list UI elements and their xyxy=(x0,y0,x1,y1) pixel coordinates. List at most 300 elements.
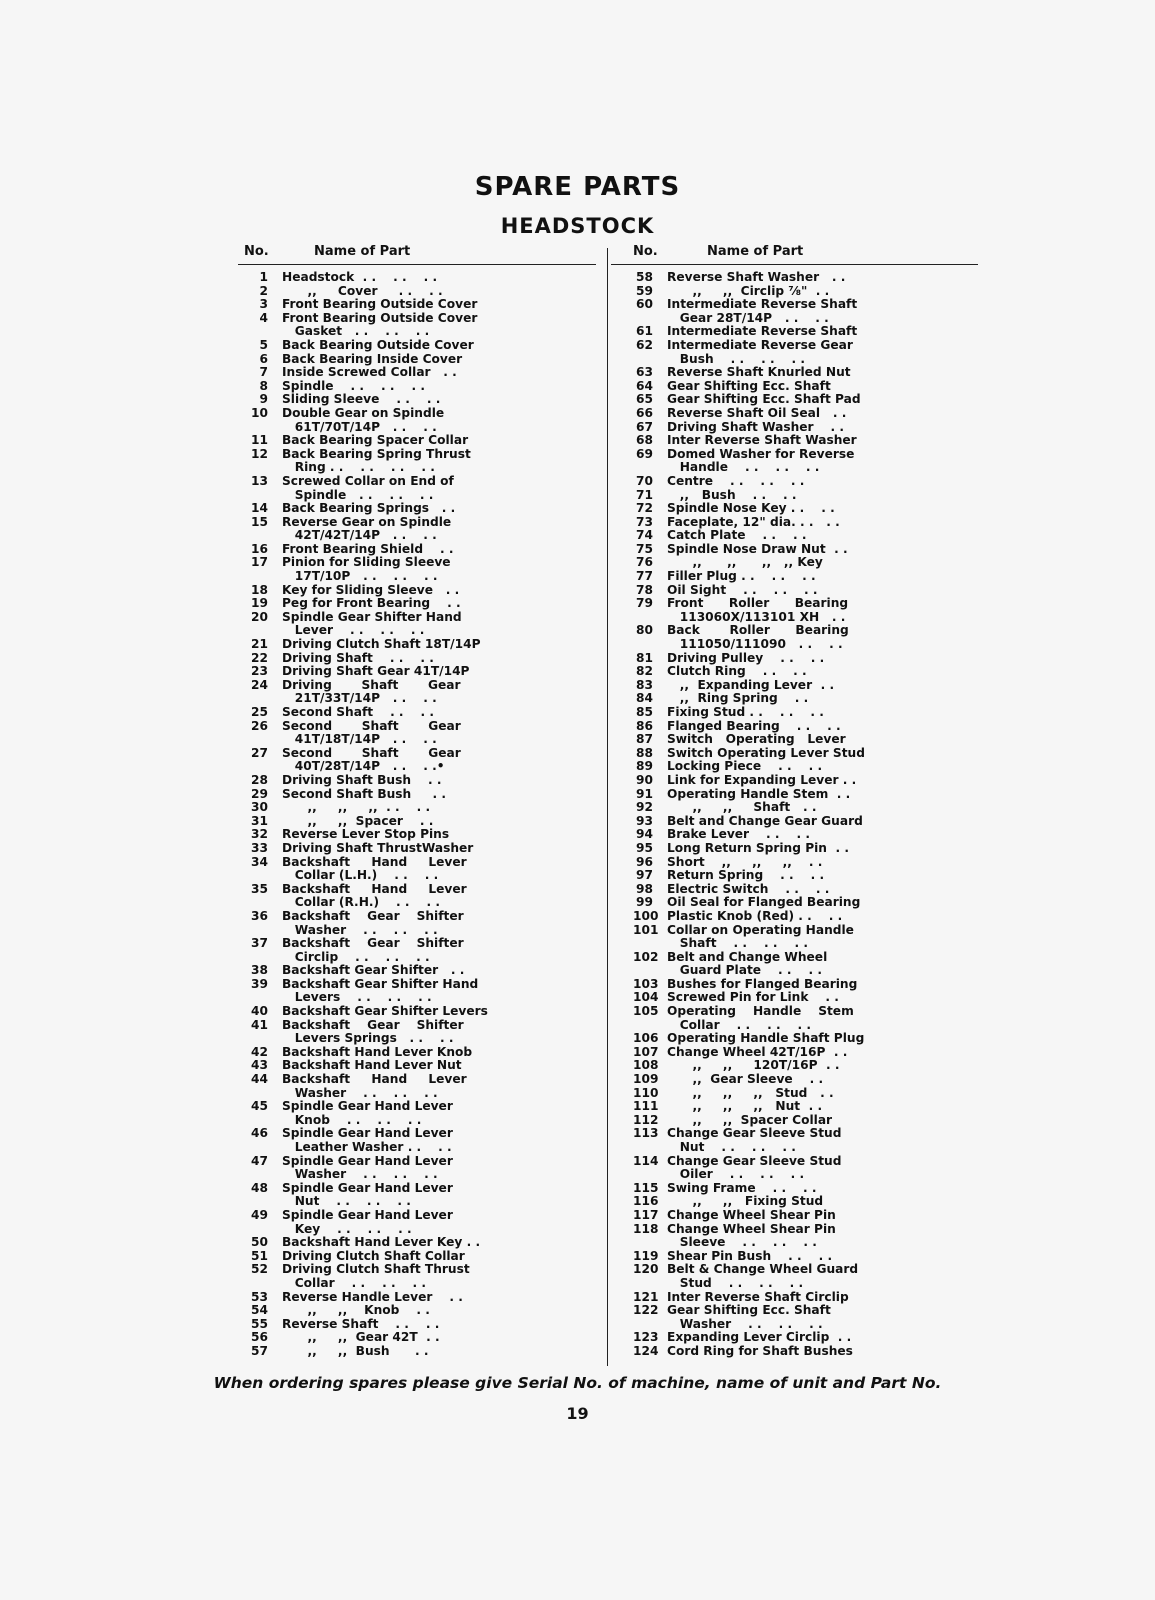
part-name: Catch Plate . . . . xyxy=(667,529,807,543)
part-name: Flanged Bearing . . . . xyxy=(667,719,841,733)
part-number: 99 xyxy=(636,895,653,910)
part-row xyxy=(633,815,978,829)
part-number: 18 xyxy=(251,582,268,597)
part-row xyxy=(244,461,609,475)
part-number: 14 xyxy=(251,501,268,516)
part-number: 59 xyxy=(636,283,653,298)
part-number xyxy=(633,1318,653,1332)
part-name: Spindle Nose Draw Nut . . xyxy=(667,542,848,556)
part-number: 5 xyxy=(259,337,268,352)
part-name: Double Gear on Spindle xyxy=(282,406,445,420)
part-number xyxy=(244,489,268,503)
part-row xyxy=(633,869,978,883)
part-row xyxy=(633,556,978,570)
part-name: Belt and Change Gear Guard xyxy=(667,814,863,828)
part-row xyxy=(244,353,609,367)
part-name: Intermediate Reverse Shaft xyxy=(667,325,858,339)
part-name: Backshaft Hand Lever xyxy=(282,1073,467,1087)
part-number: 38 xyxy=(251,963,268,978)
part-number: 97 xyxy=(636,868,653,883)
part-row xyxy=(244,1345,609,1359)
right-column-header xyxy=(633,244,978,264)
part-number: 66 xyxy=(636,405,653,420)
part-number: 55 xyxy=(251,1316,268,1331)
part-name: Screwed Collar on End of xyxy=(282,474,454,488)
part-number: 35 xyxy=(251,881,268,896)
part-row xyxy=(633,1250,978,1264)
part-row xyxy=(244,1277,609,1291)
part-name: ,, ,, ,, Nut . . xyxy=(667,1100,823,1114)
part-number: 6 xyxy=(259,351,268,366)
part-number: 39 xyxy=(251,976,268,991)
part-number: 84 xyxy=(636,691,653,706)
part-number: 25 xyxy=(251,705,268,719)
part-number xyxy=(244,1114,268,1128)
part-name: Backshaft Gear Shifter Levers xyxy=(282,1005,488,1019)
part-row xyxy=(244,393,609,407)
part-row xyxy=(244,1263,609,1277)
part-row xyxy=(244,556,609,570)
part-number xyxy=(633,611,653,625)
part-row xyxy=(633,1114,978,1128)
part-row xyxy=(244,475,609,489)
part-name: Guard Plate . . . . xyxy=(667,964,822,978)
part-row xyxy=(633,951,978,965)
part-row xyxy=(244,652,609,666)
part-number: 50 xyxy=(251,1235,268,1250)
part-row xyxy=(633,1291,978,1305)
part-row xyxy=(244,747,609,761)
left-column-header xyxy=(244,244,609,264)
part-number: 109 xyxy=(633,1072,659,1087)
part-row xyxy=(633,448,978,462)
part-number xyxy=(244,896,268,910)
part-name: Key . . . . . . xyxy=(282,1222,412,1236)
part-row xyxy=(244,896,609,910)
part-name: Second Shaft . . . . xyxy=(282,706,435,719)
part-name: Operating Handle Stem xyxy=(667,1005,854,1019)
part-number xyxy=(633,638,653,652)
part-name: Inter Reverse Shaft Circlip xyxy=(667,1290,849,1304)
part-row xyxy=(633,652,978,666)
part-number xyxy=(244,1168,268,1182)
part-name: Reverse Handle Lever . . xyxy=(282,1290,463,1304)
section-title: HEADSTOCK xyxy=(500,214,655,238)
part-name: Washer . . . . . . xyxy=(282,923,438,937)
part-row xyxy=(633,1182,978,1196)
part-number xyxy=(244,1032,268,1046)
part-name: Washer . . . . . . xyxy=(667,1317,823,1331)
part-number: 37 xyxy=(251,936,268,951)
part-row xyxy=(244,339,609,353)
part-number: 60 xyxy=(636,297,653,312)
part-row xyxy=(244,1141,609,1155)
part-name: Spindle Gear Hand Lever xyxy=(282,1208,453,1222)
part-row xyxy=(244,434,609,448)
part-name: Oil Sight . . . . . . xyxy=(667,583,818,597)
part-name: Driving Shaft Washer . . xyxy=(667,420,845,434)
part-number: 51 xyxy=(251,1248,268,1263)
part-row xyxy=(244,1304,609,1318)
part-name: Backshaft Hand Lever xyxy=(282,882,467,896)
name-header: Name of Part xyxy=(707,244,804,259)
part-name: Brake Lever . . . . xyxy=(667,828,811,842)
part-name: Front Bearing Outside Cover xyxy=(282,311,478,325)
part-row xyxy=(244,788,609,802)
part-number: 65 xyxy=(636,392,653,407)
part-row xyxy=(633,298,978,312)
part-row xyxy=(244,448,609,462)
part-number: 58 xyxy=(636,270,653,284)
part-name: Sliding Sleeve . . . . xyxy=(282,393,441,407)
part-row xyxy=(633,883,978,897)
part-name: Levers . . . . . . xyxy=(282,991,432,1005)
part-row xyxy=(244,991,609,1005)
part-name: Stud . . . . . . xyxy=(667,1276,804,1290)
part-name: Intermediate Reverse Gear xyxy=(667,338,853,352)
part-row xyxy=(244,706,609,720)
part-name: Backshaft Gear Shifter . . xyxy=(282,964,465,978)
part-name: Bush . . . . . . xyxy=(667,352,806,366)
part-number: 124 xyxy=(633,1343,659,1358)
part-row xyxy=(633,1127,978,1141)
part-name: Domed Washer for Reverse xyxy=(667,447,855,461)
part-number: 76 xyxy=(636,555,653,570)
part-name: Reverse Lever Stop Pins xyxy=(282,828,450,842)
part-row xyxy=(633,1223,978,1237)
part-name: Inter Reverse Shaft Washer xyxy=(667,434,857,448)
part-row xyxy=(244,1250,609,1264)
part-row xyxy=(633,896,978,910)
part-number xyxy=(244,991,268,1005)
part-row xyxy=(244,1087,609,1101)
part-number: 24 xyxy=(251,677,268,692)
part-number: 57 xyxy=(251,1343,268,1358)
part-number: 40 xyxy=(251,1004,268,1019)
part-row xyxy=(244,312,609,326)
part-name: Front Bearing Outside Cover xyxy=(282,298,478,312)
part-name: Belt and Change Wheel xyxy=(667,950,828,964)
part-name: Swing Frame . . . . xyxy=(667,1181,817,1195)
part-row xyxy=(244,1223,609,1237)
part-name: Driving Pulley . . . . xyxy=(667,651,825,665)
part-number: 103 xyxy=(633,976,659,991)
part-name: Gear Shifting Ecc. Shaft xyxy=(667,1304,831,1318)
part-name: Reverse Shaft Knurled Nut xyxy=(667,366,851,380)
part-number: 64 xyxy=(636,378,653,393)
part-number: 78 xyxy=(636,582,653,597)
part-number: 104 xyxy=(633,990,659,1005)
part-number: 112 xyxy=(633,1112,659,1127)
part-number xyxy=(633,353,653,367)
part-row xyxy=(244,1291,609,1305)
part-number: 34 xyxy=(251,854,268,869)
part-name: ,, ,, ,, . . . . xyxy=(282,801,431,815)
part-name: 113060X/113101 XH . . xyxy=(667,610,846,624)
part-row xyxy=(633,937,978,951)
part-row xyxy=(633,325,978,339)
part-name: Operating Handle Shaft Plug xyxy=(667,1032,865,1046)
part-number: 100 xyxy=(633,908,659,923)
part-row xyxy=(633,271,978,285)
part-number: 89 xyxy=(636,759,653,774)
part-number xyxy=(244,1195,268,1209)
part-row xyxy=(633,760,978,774)
part-name: Shear Pin Bush . . . . xyxy=(667,1249,833,1263)
part-name: 40T/28T/14P . . . .• xyxy=(282,760,445,774)
part-number xyxy=(244,692,268,706)
part-row xyxy=(244,937,609,951)
part-name: Leather Washer . . . . xyxy=(282,1141,452,1154)
part-number xyxy=(244,1087,268,1101)
part-row xyxy=(244,570,609,584)
part-number: 2 xyxy=(259,283,268,298)
part-name: ,, ,, 120T/16P . . xyxy=(667,1059,840,1073)
part-number xyxy=(633,937,653,951)
part-name: Centre . . . . . . xyxy=(667,474,805,488)
part-name: 17T/10P . . . . . . xyxy=(282,570,438,584)
part-name: Back Bearing Springs . . xyxy=(282,502,456,516)
part-name: Washer . . . . . . xyxy=(282,1086,438,1100)
part-row xyxy=(244,529,609,543)
part-number: 119 xyxy=(633,1248,659,1263)
part-name: ,, Cover . . . . xyxy=(282,284,443,298)
part-number: 72 xyxy=(636,501,653,516)
part-name: Key for Sliding Sleeve . . xyxy=(282,583,460,597)
part-name: Circlip . . . . . . xyxy=(282,950,430,964)
part-row xyxy=(633,353,978,367)
part-name: 21T/33T/14P . . . . xyxy=(282,692,437,706)
part-row xyxy=(244,298,609,312)
part-name: Oil Seal for Flanged Bearing xyxy=(667,896,861,910)
part-row xyxy=(244,774,609,788)
part-name: Change Wheel Shear Pin xyxy=(667,1208,836,1222)
part-name: Handle . . . . . . xyxy=(667,461,820,475)
part-name: Front Roller Bearing xyxy=(667,597,849,611)
part-name: Change Wheel Shear Pin xyxy=(667,1222,836,1236)
part-name: ,, ,, Spacer Collar xyxy=(667,1113,833,1127)
part-name: Driving Clutch Shaft 18T/14P xyxy=(282,638,481,652)
part-number: 28 xyxy=(251,772,268,787)
part-number: 32 xyxy=(251,827,268,842)
part-number: 108 xyxy=(633,1058,659,1073)
part-number: 70 xyxy=(636,473,653,488)
part-number: 9 xyxy=(259,392,268,407)
part-name: Operating Handle Stem . . xyxy=(667,787,851,801)
part-name: Locking Piece . . . . xyxy=(667,760,823,774)
part-row xyxy=(244,1019,609,1033)
part-name: Headstock . . . . . . xyxy=(282,271,438,284)
part-number: 56 xyxy=(251,1330,268,1345)
part-name: Levers Springs . . . . xyxy=(282,1032,454,1046)
part-row xyxy=(633,801,978,815)
part-row xyxy=(633,597,978,611)
part-number: 115 xyxy=(633,1180,659,1195)
part-row xyxy=(633,1195,978,1209)
name-header: Name of Part xyxy=(314,244,411,259)
part-number: 114 xyxy=(633,1153,659,1168)
part-row xyxy=(633,665,978,679)
part-number: 107 xyxy=(633,1044,659,1059)
part-name: Knob . . . . . . xyxy=(282,1113,422,1127)
part-row xyxy=(244,502,609,516)
part-number: 77 xyxy=(636,569,653,584)
part-name: Back Bearing Outside Cover xyxy=(282,338,474,352)
part-name: Driving Clutch Shaft Collar xyxy=(282,1249,465,1263)
part-number: 90 xyxy=(636,772,653,787)
part-number: 7 xyxy=(259,365,268,380)
part-name: Change Gear Sleeve Stud xyxy=(667,1154,842,1168)
part-number xyxy=(244,869,268,883)
column-divider xyxy=(607,248,608,1366)
part-name: Long Return Spring Pin . . xyxy=(667,841,849,855)
part-row xyxy=(633,611,978,625)
part-name: Driving Clutch Shaft Thrust xyxy=(282,1263,470,1277)
part-name: Driving Shaft Gear 41T/14P xyxy=(282,665,470,679)
part-row xyxy=(244,407,609,421)
part-row xyxy=(244,1127,609,1141)
part-name: Plastic Knob (Red) . . . . xyxy=(667,909,843,923)
part-row xyxy=(244,543,609,557)
part-name: Intermediate Reverse Shaft xyxy=(667,298,858,312)
part-number: 86 xyxy=(636,718,653,733)
part-number xyxy=(633,1236,653,1250)
part-row xyxy=(244,366,609,380)
part-name: Spindle Gear Hand Lever xyxy=(282,1127,453,1141)
part-number: 49 xyxy=(251,1207,268,1222)
part-row xyxy=(244,815,609,829)
part-number: 67 xyxy=(636,419,653,434)
part-number: 53 xyxy=(251,1289,268,1304)
part-number: 36 xyxy=(251,908,268,923)
part-row xyxy=(244,1318,609,1332)
part-row xyxy=(633,978,978,992)
part-number: 21 xyxy=(251,637,268,652)
part-name: Backshaft Hand Lever xyxy=(282,855,467,869)
part-row xyxy=(244,1114,609,1128)
part-name: Spindle Gear Hand Lever xyxy=(282,1100,453,1114)
part-row xyxy=(244,1331,609,1345)
part-name: Lever . . . . . . xyxy=(282,624,425,638)
part-number xyxy=(633,312,653,326)
part-name: Inside Screwed Collar . . xyxy=(282,366,457,380)
part-row xyxy=(633,788,978,802)
part-row xyxy=(244,285,609,299)
part-row xyxy=(244,856,609,870)
part-number: 20 xyxy=(251,609,268,624)
part-number: 13 xyxy=(251,473,268,488)
part-number: 46 xyxy=(251,1126,268,1141)
part-number: 118 xyxy=(633,1221,659,1236)
part-row xyxy=(244,801,609,815)
part-number xyxy=(244,570,268,584)
no-header: No. xyxy=(244,244,269,259)
part-name: Change Wheel 42T/16P . . xyxy=(667,1045,848,1059)
part-name: Driving Shaft Bush . . xyxy=(282,773,442,787)
part-name: Screwed Pin for Link . . xyxy=(667,991,839,1005)
part-number: 44 xyxy=(251,1072,268,1087)
part-row xyxy=(244,910,609,924)
part-row xyxy=(633,842,978,856)
part-row xyxy=(633,366,978,380)
right-parts-column xyxy=(633,244,978,1359)
part-name: Front Bearing Shield . . xyxy=(282,542,454,556)
part-name: Gasket . . . . . . xyxy=(282,325,430,339)
part-row xyxy=(633,1032,978,1046)
header-rule xyxy=(238,264,596,265)
part-row xyxy=(244,978,609,992)
part-row xyxy=(244,421,609,435)
part-name: Peg for Front Bearing . . xyxy=(282,597,461,611)
part-number xyxy=(244,529,268,543)
part-row xyxy=(633,1073,978,1087)
part-name: Filler Plug . . . . . . xyxy=(667,570,816,584)
part-number: 19 xyxy=(251,596,268,611)
part-number: 88 xyxy=(636,745,653,760)
part-number: 23 xyxy=(251,664,268,679)
part-number xyxy=(244,733,268,747)
part-name: Spindle Gear Hand Lever xyxy=(282,1154,453,1168)
part-name: ,, Bush . . . . xyxy=(667,488,797,502)
part-name: Gear Shifting Ecc. Shaft xyxy=(667,379,831,393)
part-number: 48 xyxy=(251,1180,268,1195)
part-number: 106 xyxy=(633,1031,659,1046)
part-number: 52 xyxy=(251,1262,268,1277)
part-number: 91 xyxy=(636,786,653,801)
part-row xyxy=(244,489,609,503)
part-row xyxy=(633,1168,978,1182)
part-name: 111050/111090 . . . . xyxy=(667,638,843,652)
part-name: Switch Operating Lever xyxy=(667,733,846,747)
part-name: Fixing Stud . . . . . . xyxy=(667,706,824,719)
part-row xyxy=(633,421,978,435)
part-number: 85 xyxy=(636,705,653,719)
part-name: 42T/42T/14P . . . . xyxy=(282,529,437,543)
part-number: 29 xyxy=(251,786,268,801)
part-row xyxy=(244,584,609,598)
part-name: Back Bearing Spring Thrust xyxy=(282,447,471,461)
part-number: 96 xyxy=(636,854,653,869)
part-name: Second Shaft Gear xyxy=(282,746,461,760)
part-name: Back Bearing Spacer Collar xyxy=(282,434,469,448)
part-name: 61T/70T/14P . . . . xyxy=(282,420,437,434)
ordering-note: When ordering spares please give Serial No. of machine, name of unit and Part No. xyxy=(213,1374,942,1392)
part-name: Second Shaft Gear xyxy=(282,719,461,733)
part-row xyxy=(633,434,978,448)
part-row xyxy=(633,638,978,652)
part-number: 94 xyxy=(636,827,653,842)
part-number xyxy=(633,964,653,978)
part-name: Link for Expanding Lever . . xyxy=(667,773,857,787)
part-name: Collar on Operating Handle xyxy=(667,923,854,937)
part-name: Cord Ring for Shaft Bushes xyxy=(667,1344,853,1358)
part-number: 95 xyxy=(636,840,653,855)
part-row xyxy=(633,774,978,788)
part-number xyxy=(244,461,268,475)
part-name: Gear Shifting Ecc. Shaft Pad xyxy=(667,393,861,407)
part-number: 31 xyxy=(251,813,268,828)
part-number: 87 xyxy=(636,732,653,747)
no-header: No. xyxy=(633,244,658,259)
part-row xyxy=(244,1032,609,1046)
part-number xyxy=(244,924,268,938)
part-name: ,, ,, Spacer . . xyxy=(282,814,434,828)
part-number: 15 xyxy=(251,514,268,529)
part-name: Change Gear Sleeve Stud xyxy=(667,1127,842,1141)
part-number xyxy=(244,760,268,774)
part-row xyxy=(633,502,978,516)
part-number: 71 xyxy=(636,487,653,502)
